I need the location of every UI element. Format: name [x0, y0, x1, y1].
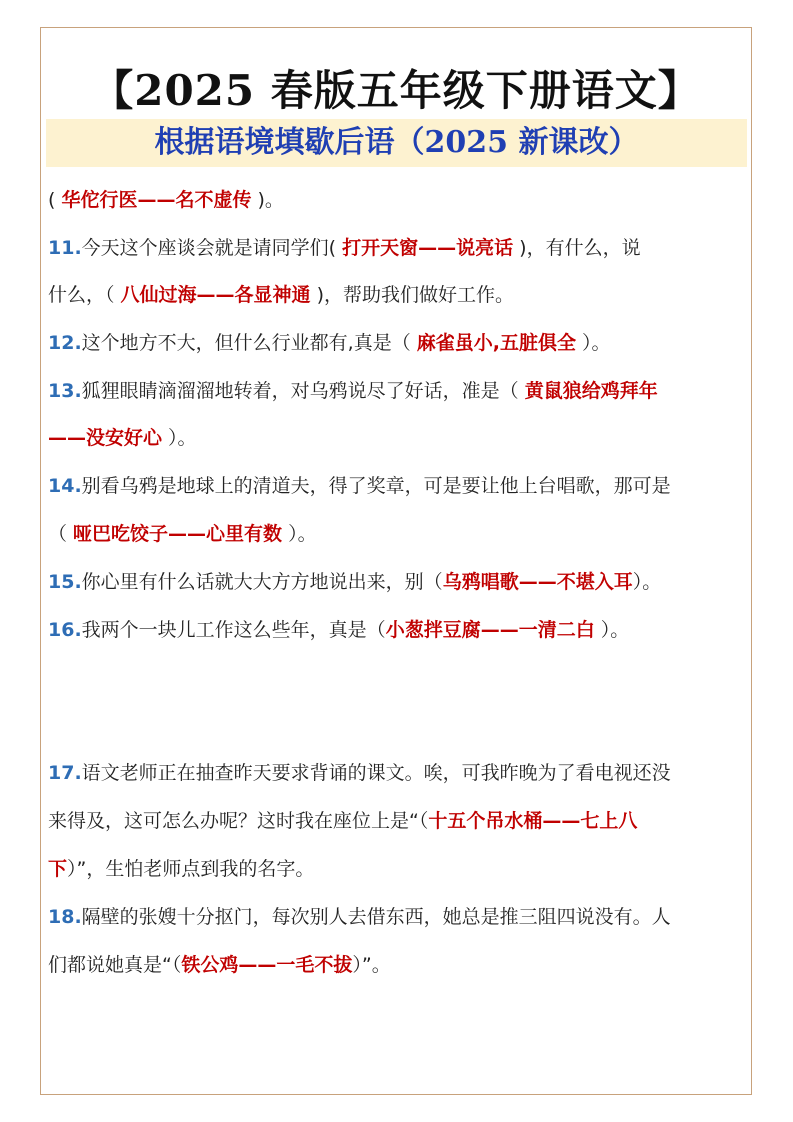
question-text: )，帮助我们做好工作。	[310, 284, 515, 306]
question-text: 今天这个座谈会就是请同学们(	[81, 237, 343, 259]
question-text: ）。	[594, 619, 630, 641]
question-text: )，有什么，说	[513, 237, 641, 259]
question-text: 隔壁的张嫂十分抠门，每次别人去借东西，她总是推三阻四说没有。人	[81, 906, 671, 928]
question-14-line-1	[48, 474, 671, 498]
question-17-line-1	[48, 761, 671, 785]
question-10-line-1	[48, 188, 284, 212]
question-13-line-2	[48, 426, 197, 450]
question-17-line-3	[48, 857, 314, 881]
question-text: 什么，（	[48, 284, 121, 306]
question-18-line-1	[48, 905, 671, 929]
question-text: 别看乌鸦是地球上的清道夫，得了奖章，可是要让他上台唱歌，那可是	[81, 475, 671, 497]
question-text: 语文老师正在抽查昨天要求背诵的课文。唉，可我昨晚为了看电视还没	[81, 762, 671, 784]
question-text: (	[48, 189, 62, 211]
question-text: ）。	[162, 427, 197, 449]
question-13-line-1	[48, 379, 658, 403]
answer-text: 乌鸦唱歌——不堪入耳	[442, 571, 633, 593]
question-text: ）”，生怕老师点到我的名字。	[67, 858, 315, 880]
question-number: 14.	[48, 475, 82, 497]
question-text: ）”。	[352, 954, 391, 976]
question-text: 这个地方不大，但什么行业都有,真是（	[81, 332, 417, 354]
question-16-line-1	[48, 618, 629, 642]
question-17-line-2	[48, 809, 637, 833]
question-number: 15.	[48, 571, 82, 593]
question-text: 我两个一块儿工作这么些年，真是（	[81, 619, 386, 641]
question-11-line-2	[48, 283, 514, 307]
question-text: ）。	[282, 523, 317, 545]
question-text: ）。	[632, 571, 662, 593]
answer-text: ——没安好心	[48, 427, 163, 449]
question-text: )。	[251, 189, 284, 211]
answer-text: 麻雀虽小,五脏俱全	[416, 332, 576, 354]
answer-text: 铁公鸡——一毛不拔	[181, 954, 353, 976]
answer-text: 黄鼠狼给鸡拜年	[524, 380, 658, 402]
question-11-line-1	[48, 236, 641, 260]
answer-text: 十五个吊水桶——七上八	[428, 810, 638, 832]
question-text: 你心里有什么话就大大方方地说出来，别（	[81, 571, 443, 593]
answer-text: 打开天窗——说亮话	[342, 237, 514, 259]
question-text: 来得及，这可怎么办呢？这时我在座位上是“（	[48, 810, 429, 832]
question-number: 16.	[48, 619, 82, 641]
question-number: 13.	[48, 380, 82, 402]
question-text: 们都说她真是“（	[48, 954, 182, 976]
answer-text: 八仙过海——各显神通	[120, 284, 311, 306]
question-text: ）。	[575, 332, 611, 354]
question-14-line-2	[48, 522, 317, 546]
question-15-line-1	[48, 570, 661, 594]
question-18-line-2	[48, 953, 391, 977]
question-number: 18.	[48, 906, 82, 928]
question-number: 17.	[48, 762, 82, 784]
question-number: 12.	[48, 332, 82, 354]
answer-text: 小葱拌豆腐——一清二白	[385, 619, 595, 641]
subtitle-banner: 根据语境填歇后语（2025 新课改）	[46, 119, 747, 167]
answer-text: 华佗行医——名不虚传	[61, 189, 252, 211]
answer-text: 下	[48, 858, 68, 880]
answer-text: 哑巴吃饺子——心里有数	[73, 523, 283, 545]
question-number: 11.	[48, 237, 82, 259]
question-12-line-1	[48, 331, 611, 355]
question-text: 狐狸眼睛滴溜溜地转着，对乌鸦说尽了好话，准是（	[81, 380, 525, 402]
question-text: （	[48, 523, 74, 545]
page-title: 【2025 春版五年级下册语文】	[91, 66, 701, 115]
